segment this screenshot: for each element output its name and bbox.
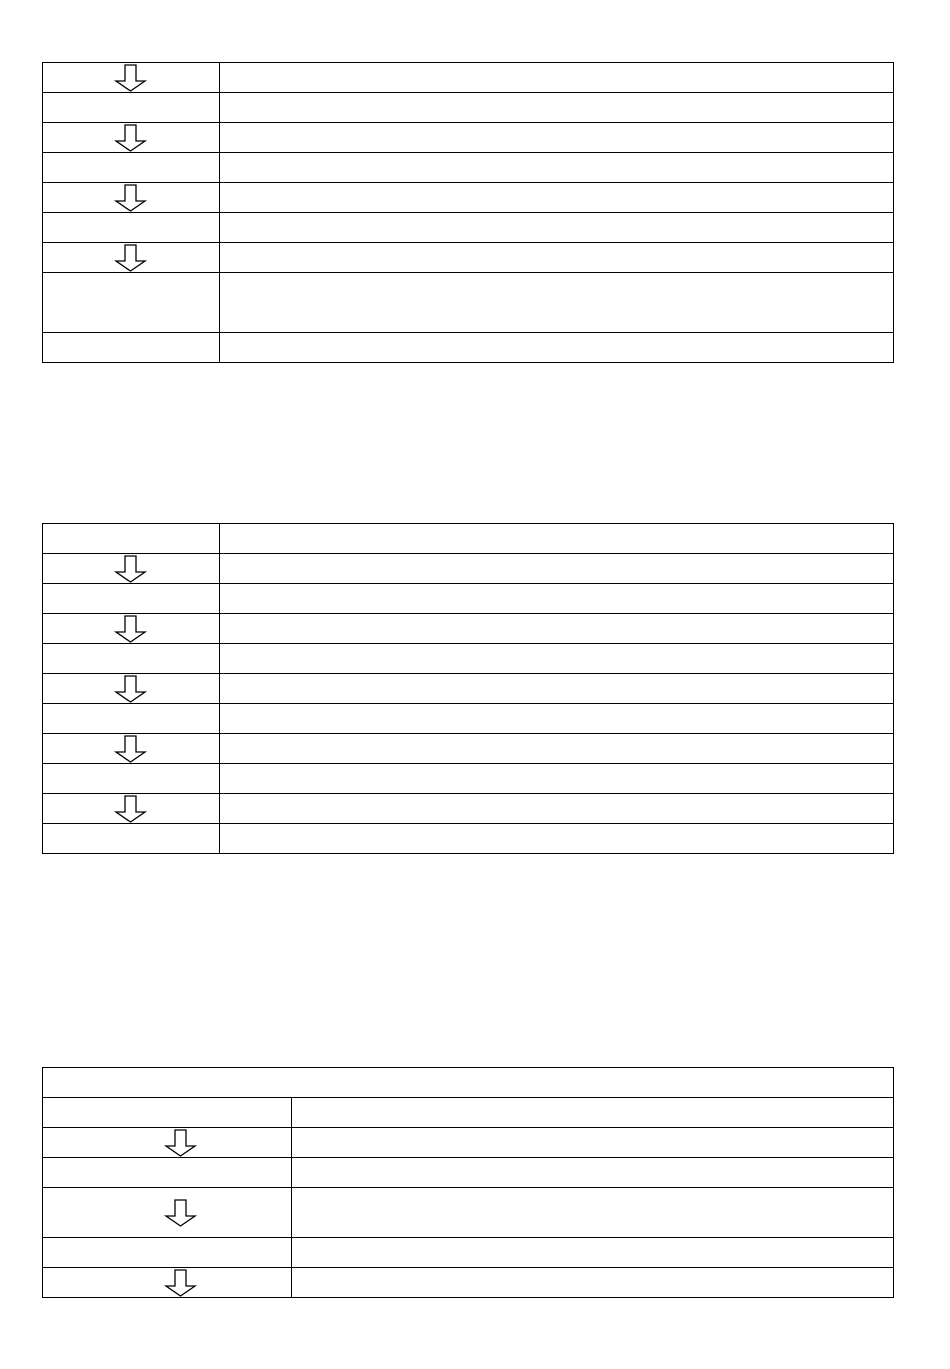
flow-table-2-body [43,524,894,854]
cell-content [43,1188,291,1237]
step-description-cell [220,153,894,183]
table-row [43,63,894,93]
table-row [43,123,894,153]
cell-content [43,183,219,212]
cell-content [43,704,219,733]
flow-table-1 [42,62,894,363]
cell-content [43,1268,291,1297]
step-label-cell [43,764,220,794]
cell-content [43,333,219,362]
table-row [43,824,894,854]
table-row [43,644,894,674]
down-arrow-icon [113,615,149,643]
table-row [43,1098,894,1128]
step-label-cell [43,584,220,614]
table-row [43,704,894,734]
arrow-cell [43,1188,292,1238]
step-label-cell [43,704,220,734]
arrow-cell [43,674,220,704]
step-description-cell [220,554,894,584]
step-description-cell [220,674,894,704]
cell-content [43,123,219,152]
step-description-cell [292,1268,894,1298]
down-arrow-icon [113,735,149,763]
step-label-cell [43,824,220,854]
down-arrow-icon [113,64,149,92]
table-row [43,273,894,333]
flow-table-3-body [43,1068,894,1298]
down-arrow-icon [113,555,149,583]
flow-table-1-body [43,63,894,363]
step-label-cell [43,213,220,243]
step-description-cell [220,183,894,213]
table-row [43,1268,894,1298]
down-arrow-icon [113,675,149,703]
step-description-cell [220,63,894,93]
step-description-cell [220,794,894,824]
cell-content [43,644,219,673]
down-arrow-icon [113,184,149,212]
cell-content [43,1158,291,1187]
table-row [43,153,894,183]
cell-content [43,1128,291,1157]
table-row [43,213,894,243]
table-row [43,1188,894,1238]
cell-content [43,153,219,182]
table-header-row [43,1068,894,1098]
step-description-cell [220,584,894,614]
step-description-cell [292,1188,894,1238]
step-description-cell [220,734,894,764]
step-label-cell [43,1238,292,1268]
down-arrow-icon [113,124,149,152]
step-description-cell [292,1098,894,1128]
arrow-cell [43,1128,292,1158]
step-label-cell [43,333,220,363]
cell-content [43,674,219,703]
table-row [43,1128,894,1158]
table-header-cell [43,1068,894,1098]
step-description-cell [220,213,894,243]
arrow-cell [43,243,220,273]
step-description-cell [220,644,894,674]
table-row [43,674,894,704]
arrow-cell [43,123,220,153]
cell-content [43,93,219,122]
step-label-cell [43,93,220,123]
step-description-cell [220,333,894,363]
step-label-cell [43,1098,292,1128]
flow-table-3 [42,1067,894,1298]
step-description-cell [220,524,894,554]
arrow-cell [43,794,220,824]
table-row [43,333,894,363]
step-label-cell [43,524,220,554]
table-row [43,1158,894,1188]
cell-content [43,63,219,92]
down-arrow-icon [163,1199,199,1227]
cell-content [43,614,219,643]
step-label-cell [43,644,220,674]
step-description-cell [220,243,894,273]
table-row [43,734,894,764]
cell-content [43,1098,291,1127]
table-row [43,93,894,123]
down-arrow-icon [163,1269,199,1297]
step-label-cell [43,1158,292,1188]
step-description-cell [220,123,894,153]
down-arrow-icon [163,1129,199,1157]
cell-content [43,584,219,613]
down-arrow-icon [113,795,149,823]
cell-content [43,1238,291,1267]
cell-content [43,824,219,853]
step-label-cell [43,153,220,183]
step-description-cell [220,93,894,123]
step-description-cell [220,614,894,644]
cell-content [43,273,219,332]
arrow-cell [43,614,220,644]
cell-content [43,524,219,553]
table-row [43,554,894,584]
step-description-cell [220,704,894,734]
cell-content [43,764,219,793]
arrow-cell [43,734,220,764]
table-row [43,183,894,213]
down-arrow-icon [113,244,149,272]
step-description-cell [220,273,894,333]
table-row [43,764,894,794]
table-row [43,524,894,554]
cell-content [43,554,219,583]
arrow-cell [43,183,220,213]
arrow-cell [43,63,220,93]
step-description-cell [292,1128,894,1158]
cell-content [43,243,219,272]
table-row [43,243,894,273]
step-label-cell [43,273,220,333]
table-row [43,614,894,644]
flow-table-2 [42,523,894,854]
table-row [43,794,894,824]
table-row [43,584,894,614]
cell-content [43,794,219,823]
step-description-cell [220,824,894,854]
cell-content [43,734,219,763]
cell-content [43,213,219,242]
arrow-cell [43,554,220,584]
step-description-cell [292,1238,894,1268]
step-description-cell [220,764,894,794]
step-description-cell [292,1158,894,1188]
arrow-cell [43,1268,292,1298]
table-row [43,1238,894,1268]
